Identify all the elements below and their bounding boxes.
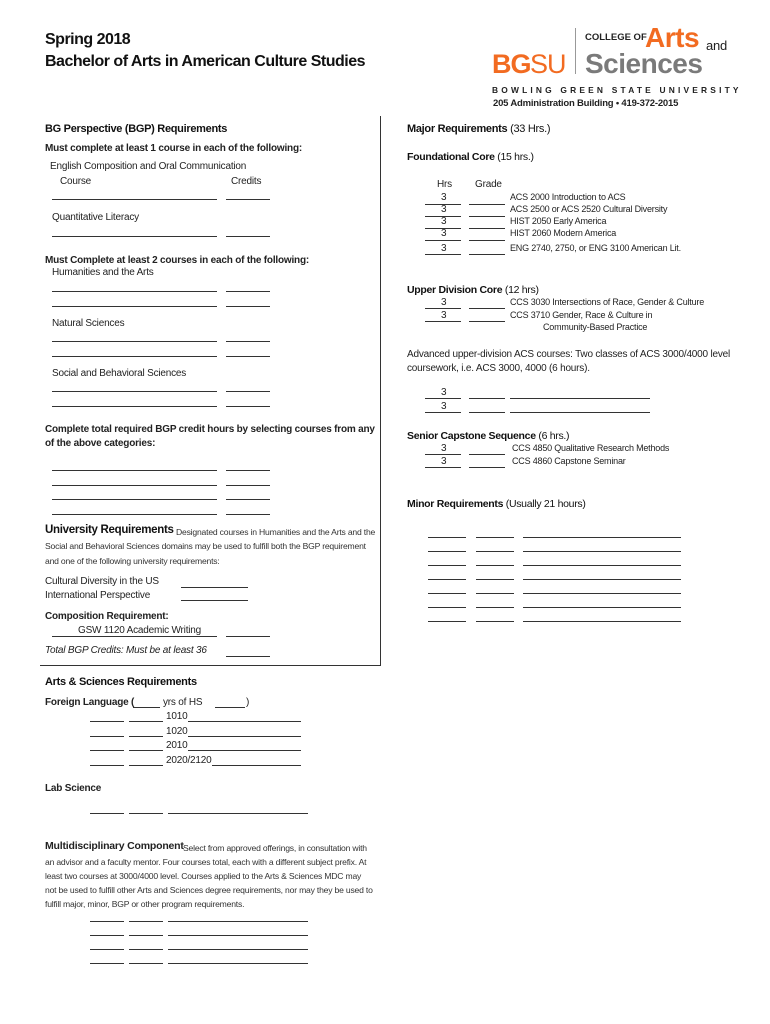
lang-level: 1020	[166, 726, 188, 737]
lab-field[interactable]	[129, 813, 163, 814]
yrs-hs-close: )	[246, 697, 250, 708]
natural-credits-field[interactable]	[226, 341, 270, 342]
lab-course-field[interactable]	[168, 813, 308, 814]
lang-field[interactable]	[129, 736, 163, 737]
natural-course-field[interactable]	[52, 341, 217, 342]
advanced-hrs: 3	[441, 387, 447, 398]
hrs-line	[425, 398, 461, 399]
cultural-field[interactable]	[181, 587, 248, 588]
mdc-field[interactable]	[129, 963, 163, 964]
mdc-desc-2: an advisor and a faculty mentor. Four courses total, each with a different subject prefix. At	[45, 857, 367, 867]
hrs-col-label: Hrs	[437, 179, 452, 190]
bgp-must-two: Must Complete at least 2 courses in each of the following:	[45, 255, 310, 266]
grade-field[interactable]	[469, 254, 505, 255]
minor-grade-field[interactable]	[476, 593, 514, 594]
minor-title-text: Minor Requirements	[407, 498, 504, 510]
minor-grade-field[interactable]	[476, 607, 514, 608]
quant-credits-field[interactable]	[226, 236, 270, 237]
advanced-course-field[interactable]	[510, 412, 650, 413]
degree-title: Bachelor of Arts in American Culture Studies	[45, 53, 365, 70]
lang-field[interactable]	[90, 765, 124, 766]
minor-course-field[interactable]	[523, 607, 681, 608]
grade-field[interactable]	[469, 308, 505, 309]
course-hrs: 3	[441, 228, 447, 239]
complete-total-2: of the above categories:	[45, 438, 156, 449]
minor-grade-field[interactable]	[476, 537, 514, 538]
humanities-course-field[interactable]	[52, 306, 217, 307]
major-title	[407, 123, 550, 135]
mdc-course-field[interactable]	[168, 963, 308, 964]
capstone-title	[407, 430, 569, 442]
course-hrs: 3	[441, 243, 447, 254]
quant-label: Quantitative Literacy	[52, 212, 139, 223]
social-course-field[interactable]	[52, 406, 217, 407]
lang-level: 2010	[166, 740, 188, 751]
course-hrs: 3	[441, 310, 447, 321]
social-label: Social and Behavioral Sciences	[52, 368, 187, 379]
address: 205 Administration Building • 419-372-2015	[493, 98, 679, 109]
course-hrs: 3	[441, 297, 447, 308]
social-credits-field[interactable]	[226, 406, 270, 407]
cultural-label: Cultural Diversity in the US	[45, 576, 159, 587]
any-credits-field[interactable]	[226, 470, 270, 471]
hrs-line	[425, 412, 461, 413]
hrs-line	[425, 240, 461, 241]
natural-credits-field[interactable]	[226, 356, 270, 357]
lang-level: 2020/2120	[166, 755, 212, 766]
minor-title	[407, 498, 586, 510]
section-divider	[40, 665, 380, 666]
mdc-field[interactable]	[129, 949, 163, 950]
lang-course-field[interactable]	[188, 750, 301, 751]
course-name: ACS 2500 or ACS 2520 Cultural Diversity	[510, 204, 668, 214]
minor-course-field[interactable]	[523, 621, 681, 622]
social-course-field[interactable]	[52, 391, 217, 392]
gsw-label: GSW 1120 Academic Writing	[78, 625, 202, 636]
course-name: CCS 3030 Intersections of Race, Gender & Culture	[510, 297, 705, 307]
upper-title-text: Upper Division Core	[407, 284, 503, 296]
any-credits-field[interactable]	[226, 514, 270, 515]
advanced-desc-1: Advanced upper-division ACS courses: Two classes of ACS 3000/4000 level	[407, 349, 731, 360]
hrs-line	[425, 467, 461, 468]
complete-total-1: Complete total required BGP credit hours by selecting courses from any	[45, 424, 375, 435]
course-name: ACS 2000 Introduction to ACS	[510, 192, 626, 202]
mdc-field[interactable]	[90, 949, 124, 950]
course-name: HIST 2050 Early America	[510, 216, 607, 226]
grade-field[interactable]	[469, 228, 505, 229]
minor-hrs-field[interactable]	[428, 607, 466, 608]
minor-hrs-field[interactable]	[428, 621, 466, 622]
lang-field[interactable]	[129, 721, 163, 722]
university-title: University Requirements	[45, 524, 174, 536]
capstone-title-text: Senior Capstone Sequence	[407, 430, 536, 442]
bgp-title: BG Perspective (BGP) Requirements	[45, 123, 228, 135]
course-hrs: 3	[441, 204, 447, 215]
minor-grade-field[interactable]	[476, 621, 514, 622]
international-label: International Perspective	[45, 590, 151, 601]
minor-grade-field[interactable]	[476, 565, 514, 566]
upper-title	[407, 284, 539, 296]
course-name: CCS 3710 Gender, Race & Culture in	[510, 310, 653, 320]
humanities-credits-field[interactable]	[226, 306, 270, 307]
mdc-title: Multidisciplinary Component	[45, 840, 184, 852]
hrs-line	[425, 454, 461, 455]
course-hrs: 3	[441, 456, 447, 467]
any-credits-field[interactable]	[226, 485, 270, 486]
mdc-field[interactable]	[90, 963, 124, 964]
any-course-field[interactable]	[52, 485, 217, 486]
lang-course-field[interactable]	[188, 721, 301, 722]
gsw-line	[52, 636, 217, 637]
total-bgp-label: Total BGP Credits: Must be at least 36	[45, 645, 207, 656]
course-name: ENG 2740, 2750, or ENG 3100 American Lit.	[510, 243, 681, 253]
hrs-line	[425, 321, 461, 322]
any-course-field[interactable]	[52, 499, 217, 500]
course-hrs: 3	[441, 443, 447, 454]
course-hrs: 3	[441, 216, 447, 227]
logo-sciences: Sciences	[585, 48, 703, 79]
minor-hrs-field[interactable]	[428, 593, 466, 594]
mdc-field[interactable]	[129, 921, 163, 922]
humanities-course-field[interactable]	[52, 291, 217, 292]
lang-field[interactable]	[129, 765, 163, 766]
grade-field[interactable]	[469, 398, 505, 399]
mdc-course-field[interactable]	[168, 921, 308, 922]
logo-and: and	[706, 38, 728, 53]
any-course-field[interactable]	[52, 514, 217, 515]
upper-hours: (12 hrs)	[504, 284, 539, 296]
minor-grade-field[interactable]	[476, 551, 514, 552]
grade-field[interactable]	[469, 216, 505, 217]
humanities-credits-field[interactable]	[226, 291, 270, 292]
lang-course-field[interactable]	[188, 736, 301, 737]
social-credits-field[interactable]	[226, 391, 270, 392]
mdc-desc-3: least two courses at 3000/4000 level. Courses applied to the Arts & Sciences MDC may	[45, 871, 362, 881]
capstone-hours: (6 hrs.)	[538, 430, 570, 442]
mdc-course-field[interactable]	[168, 935, 308, 936]
mdc-field[interactable]	[90, 921, 124, 922]
mdc-desc-5: fulfill major, minor, BGP or other program requirements.	[45, 899, 245, 909]
arts-sciences-title: Arts & Sciences Requirements	[45, 676, 197, 688]
grade-field[interactable]	[469, 240, 505, 241]
logo-college-of: COLLEGE OF	[585, 32, 647, 43]
minor-hours: (Usually 21 hours)	[505, 498, 586, 510]
term-title: Spring 2018	[45, 31, 131, 48]
minor-hrs-field[interactable]	[428, 537, 466, 538]
logo-divider	[575, 28, 576, 74]
yrs-hs-field[interactable]	[133, 707, 160, 708]
university-desc-2: Social and Behavioral Sciences domains may be used to fulfill both the BGP requirement	[45, 541, 366, 551]
course-name-cont: Community-Based Practice	[543, 322, 648, 332]
foreign-lang-label: Foreign Language (	[45, 697, 135, 708]
hrs-line	[425, 308, 461, 309]
any-course-field[interactable]	[52, 470, 217, 471]
hrs-line	[425, 254, 461, 255]
minor-grade-field[interactable]	[476, 579, 514, 580]
advanced-course-field[interactable]	[510, 398, 650, 399]
lang-field[interactable]	[90, 750, 124, 751]
yrs-hs-extra-field[interactable]	[215, 707, 245, 708]
lang-field[interactable]	[90, 721, 124, 722]
total-bgp-field[interactable]	[226, 656, 270, 657]
logo-su: SU	[530, 49, 566, 79]
mdc-course-field[interactable]	[168, 949, 308, 950]
major-hours: (33 Hrs.)	[510, 123, 551, 135]
college-logo	[490, 22, 742, 104]
natural-course-field[interactable]	[52, 356, 217, 357]
mdc-desc-1: Select from approved offerings, in consultation with	[183, 843, 367, 853]
gsw-credits-field[interactable]	[226, 636, 270, 637]
advanced-desc-2: coursework, i.e. ACS 3000, 4000 (6 hours).	[407, 363, 590, 374]
lab-science-label: Lab Science	[45, 783, 102, 794]
lab-field[interactable]	[90, 813, 124, 814]
university-desc-1: Designated courses in Humanities and the Arts and the	[176, 527, 376, 537]
course-hrs: 3	[441, 192, 447, 203]
grade-field[interactable]	[469, 204, 505, 205]
foundational-title	[407, 151, 534, 163]
minor-hrs-field[interactable]	[428, 551, 466, 552]
mdc-field[interactable]	[129, 935, 163, 936]
lang-course-field[interactable]	[212, 765, 301, 766]
minor-course-field[interactable]	[523, 579, 681, 580]
grade-col-label: Grade	[475, 179, 502, 190]
bgp-must-one: Must complete at least 1 course in each of the following:	[45, 143, 302, 154]
logo-university: BOWLING GREEN STATE UNIVERSITY	[492, 85, 742, 95]
composition-label: Composition Requirement:	[45, 611, 169, 622]
english-course-field[interactable]	[52, 199, 217, 200]
course-name: HIST 2060 Modern America	[510, 228, 617, 238]
minor-course-field[interactable]	[523, 537, 681, 538]
course-col-label: Course	[60, 176, 92, 187]
logo-bg: BG	[492, 49, 531, 79]
foundational-title-text: Foundational Core	[407, 151, 495, 163]
lang-level: 1010	[166, 711, 188, 722]
course-name: CCS 4850 Qualitative Research Methods	[512, 443, 670, 453]
minor-course-field[interactable]	[523, 593, 681, 594]
logo-arts: Arts	[645, 22, 700, 53]
course-name: CCS 4860 Capstone Seminar	[512, 456, 626, 466]
major-title-text: Major Requirements	[407, 123, 508, 135]
any-credits-field[interactable]	[226, 499, 270, 500]
grade-field[interactable]	[469, 467, 505, 468]
international-field[interactable]	[181, 600, 248, 601]
minor-hrs-field[interactable]	[428, 579, 466, 580]
yrs-hs-label: yrs of HS	[163, 697, 203, 708]
minor-course-field[interactable]	[523, 565, 681, 566]
english-credits-field[interactable]	[226, 199, 270, 200]
english-comp-label: English Composition and Oral Communication	[50, 161, 247, 172]
quant-course-field[interactable]	[52, 236, 217, 237]
lang-field[interactable]	[129, 750, 163, 751]
mdc-field[interactable]	[90, 935, 124, 936]
minor-course-field[interactable]	[523, 551, 681, 552]
natural-label: Natural Sciences	[52, 318, 125, 329]
lang-field[interactable]	[90, 736, 124, 737]
minor-hrs-field[interactable]	[428, 565, 466, 566]
column-divider	[380, 116, 381, 666]
advanced-hrs: 3	[441, 401, 447, 412]
mdc-desc-4: not be used to fulfill other Arts and Sciences degree requirements, nor may they be used to	[45, 885, 373, 895]
grade-field[interactable]	[469, 412, 505, 413]
foundational-hours: (15 hrs.)	[497, 151, 534, 163]
grade-field[interactable]	[469, 321, 505, 322]
grade-field[interactable]	[469, 454, 505, 455]
humanities-label: Humanities and the Arts	[52, 267, 154, 278]
credits-col-label: Credits	[231, 176, 262, 187]
university-desc-3: and one of the following university requirements:	[45, 556, 220, 566]
